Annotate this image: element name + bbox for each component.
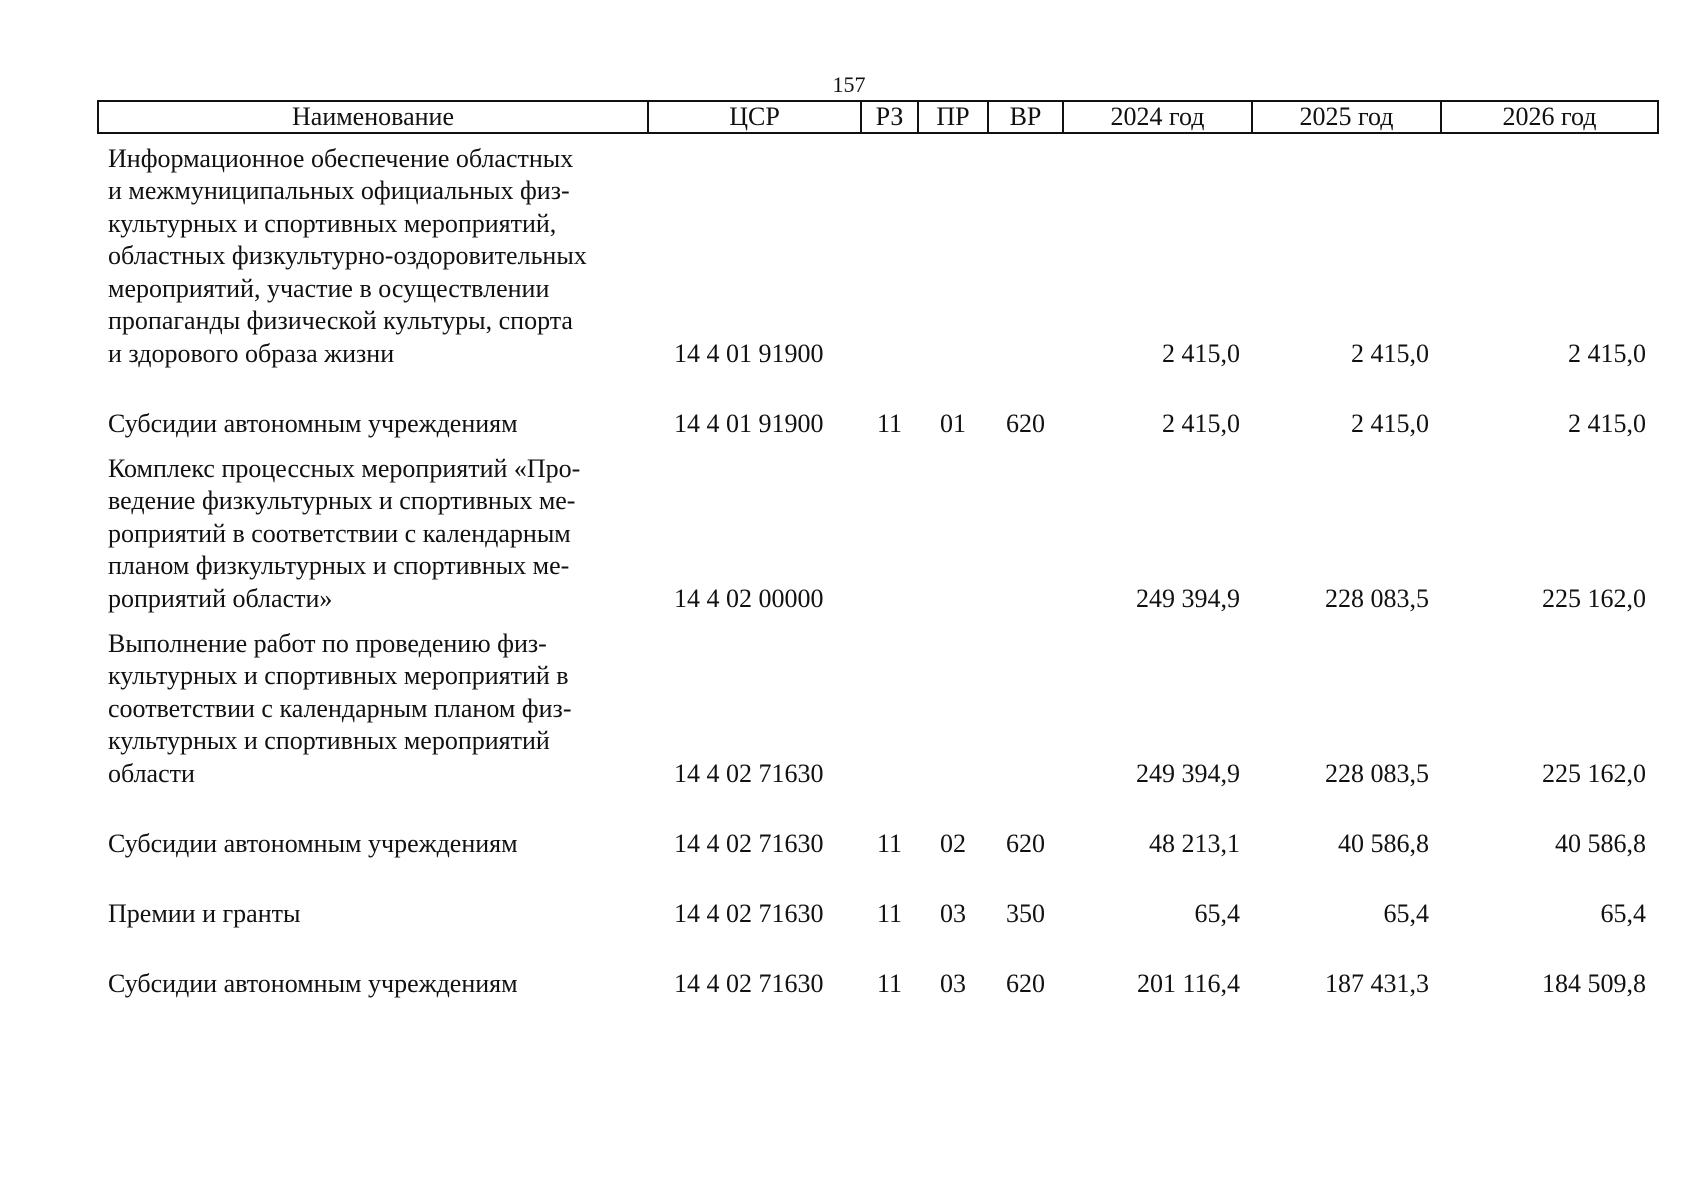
cell-name [98, 370, 648, 440]
cell-rz [861, 133, 918, 370]
table-row [98, 615, 1658, 790]
name-line: Премии и гранты [108, 898, 301, 928]
header-csr: ЦСР [648, 101, 861, 133]
cell-2025: 228 083,5 [1325, 758, 1429, 788]
name-line: роприятий области» [108, 583, 333, 613]
cell-2024: 48 213,1 [1149, 828, 1240, 858]
name-line: мероприятий, участие в осуществлении [108, 273, 550, 303]
name-line: Выполнение работ по проведению физ- [108, 628, 547, 658]
cell-2026: 184 509,8 [1542, 968, 1646, 998]
page-number: 157 [832, 72, 866, 97]
cell-vr: 620 [1006, 968, 1045, 998]
cell-2026: 65,4 [1600, 898, 1646, 928]
cell-csr: 14 4 02 71630 [674, 758, 824, 788]
cell-2025: 65,4 [1383, 898, 1429, 928]
cell-2026: 2 415,0 [1568, 338, 1646, 368]
cell-csr: 14 4 02 71630 [674, 828, 824, 858]
table-row [98, 370, 1658, 440]
cell-2024: 65,4 [1194, 898, 1240, 928]
cell-rz: 11 [876, 408, 903, 438]
table-body [98, 133, 1658, 1000]
header-year-2024: 2024 год [1063, 101, 1252, 133]
cell-2025: 187 431,3 [1325, 968, 1429, 998]
cell-vr [988, 440, 1063, 615]
header-year-2026: 2026 год [1441, 101, 1658, 133]
cell-vr [988, 615, 1063, 790]
cell-2024: 249 394,9 [1136, 583, 1240, 613]
cell-csr: 14 4 01 91900 [674, 338, 824, 368]
cell-2026: 2 415,0 [1568, 408, 1646, 438]
name-line: областных физкультурно-оздоровительных [108, 241, 587, 270]
cell-name [98, 930, 648, 1000]
cell-2024: 201 116,4 [1136, 968, 1240, 998]
header-pr: ПР [918, 101, 988, 133]
name-line: культурных и спортивных мероприятий, [108, 208, 557, 238]
cell-pr: 03 [940, 898, 966, 928]
name-line: Информационное обеспечение областных [108, 143, 574, 173]
cell-pr: 03 [940, 968, 966, 998]
cell-pr [918, 440, 988, 615]
cell-name [98, 790, 648, 860]
name-line: Субсидии автономным учреждениям [108, 968, 518, 998]
cell-2025: 228 083,5 [1325, 583, 1429, 613]
header-name: Наименование [98, 101, 648, 133]
cell-2025: 2 415,0 [1351, 408, 1429, 438]
cell-rz: 11 [876, 898, 903, 928]
cell-name [98, 615, 648, 790]
cell-pr: 01 [940, 408, 966, 438]
name-line: области [108, 758, 195, 788]
cell-csr: 14 4 02 71630 [674, 898, 824, 928]
name-line: и здорового образа жизни [108, 338, 395, 368]
name-line: пропаганды физической культуры, спорта [108, 306, 573, 335]
name-line: Субсидии автономным учреждениям [108, 828, 518, 858]
table-header [98, 101, 1658, 133]
cell-name [98, 860, 648, 930]
header-rz: РЗ [861, 101, 918, 133]
cell-csr: 14 4 02 71630 [674, 968, 824, 998]
name-line: роприятий в соответствии с календарным [108, 518, 571, 548]
cell-rz [861, 615, 918, 790]
cell-rz: 11 [876, 828, 903, 858]
table-row [98, 790, 1658, 860]
cell-2024: 2 415,0 [1162, 338, 1240, 368]
name-line: Комплекс процессных мероприятий «Про- [108, 453, 581, 483]
cell-2026: 225 162,0 [1542, 583, 1646, 613]
cell-2025: 40 586,8 [1338, 828, 1429, 858]
name-line: планом физкультурных и спортивных ме- [108, 551, 570, 580]
table-row [98, 133, 1658, 370]
cell-pr: 02 [940, 828, 966, 858]
cell-name [98, 133, 648, 370]
cell-2026: 225 162,0 [1542, 758, 1646, 788]
name-line: культурных и спортивных мероприятий в [108, 661, 569, 690]
name-line: Субсидии автономным учреждениям [108, 408, 518, 438]
cell-rz [861, 440, 918, 615]
name-line: соответствии с календарным планом физ- [108, 693, 572, 723]
name-line: культурных и спортивных мероприятий [108, 726, 550, 755]
cell-name [98, 440, 648, 615]
cell-2024: 249 394,9 [1136, 758, 1240, 788]
cell-2024: 2 415,0 [1162, 408, 1240, 438]
cell-vr: 350 [1006, 898, 1045, 928]
cell-pr [918, 615, 988, 790]
budget-table [97, 100, 1659, 1000]
table-row [98, 440, 1658, 615]
cell-csr: 14 4 02 00000 [674, 583, 824, 613]
header-vr: ВР [988, 101, 1063, 133]
cell-vr [988, 133, 1063, 370]
cell-2025: 2 415,0 [1351, 338, 1429, 368]
cell-vr: 620 [1006, 408, 1045, 438]
cell-2026: 40 586,8 [1555, 828, 1646, 858]
cell-pr [918, 133, 988, 370]
cell-vr: 620 [1006, 828, 1045, 858]
table-row [98, 930, 1658, 1000]
header-row [98, 101, 1658, 133]
header-year-2025: 2025 год [1252, 101, 1441, 133]
cell-csr: 14 4 01 91900 [674, 408, 824, 438]
name-line: ведение физкультурных и спортивных ме- [108, 486, 576, 515]
table-row [98, 860, 1658, 930]
name-line: и межмуниципальных официальных физ- [108, 176, 570, 205]
cell-rz: 11 [876, 968, 903, 998]
